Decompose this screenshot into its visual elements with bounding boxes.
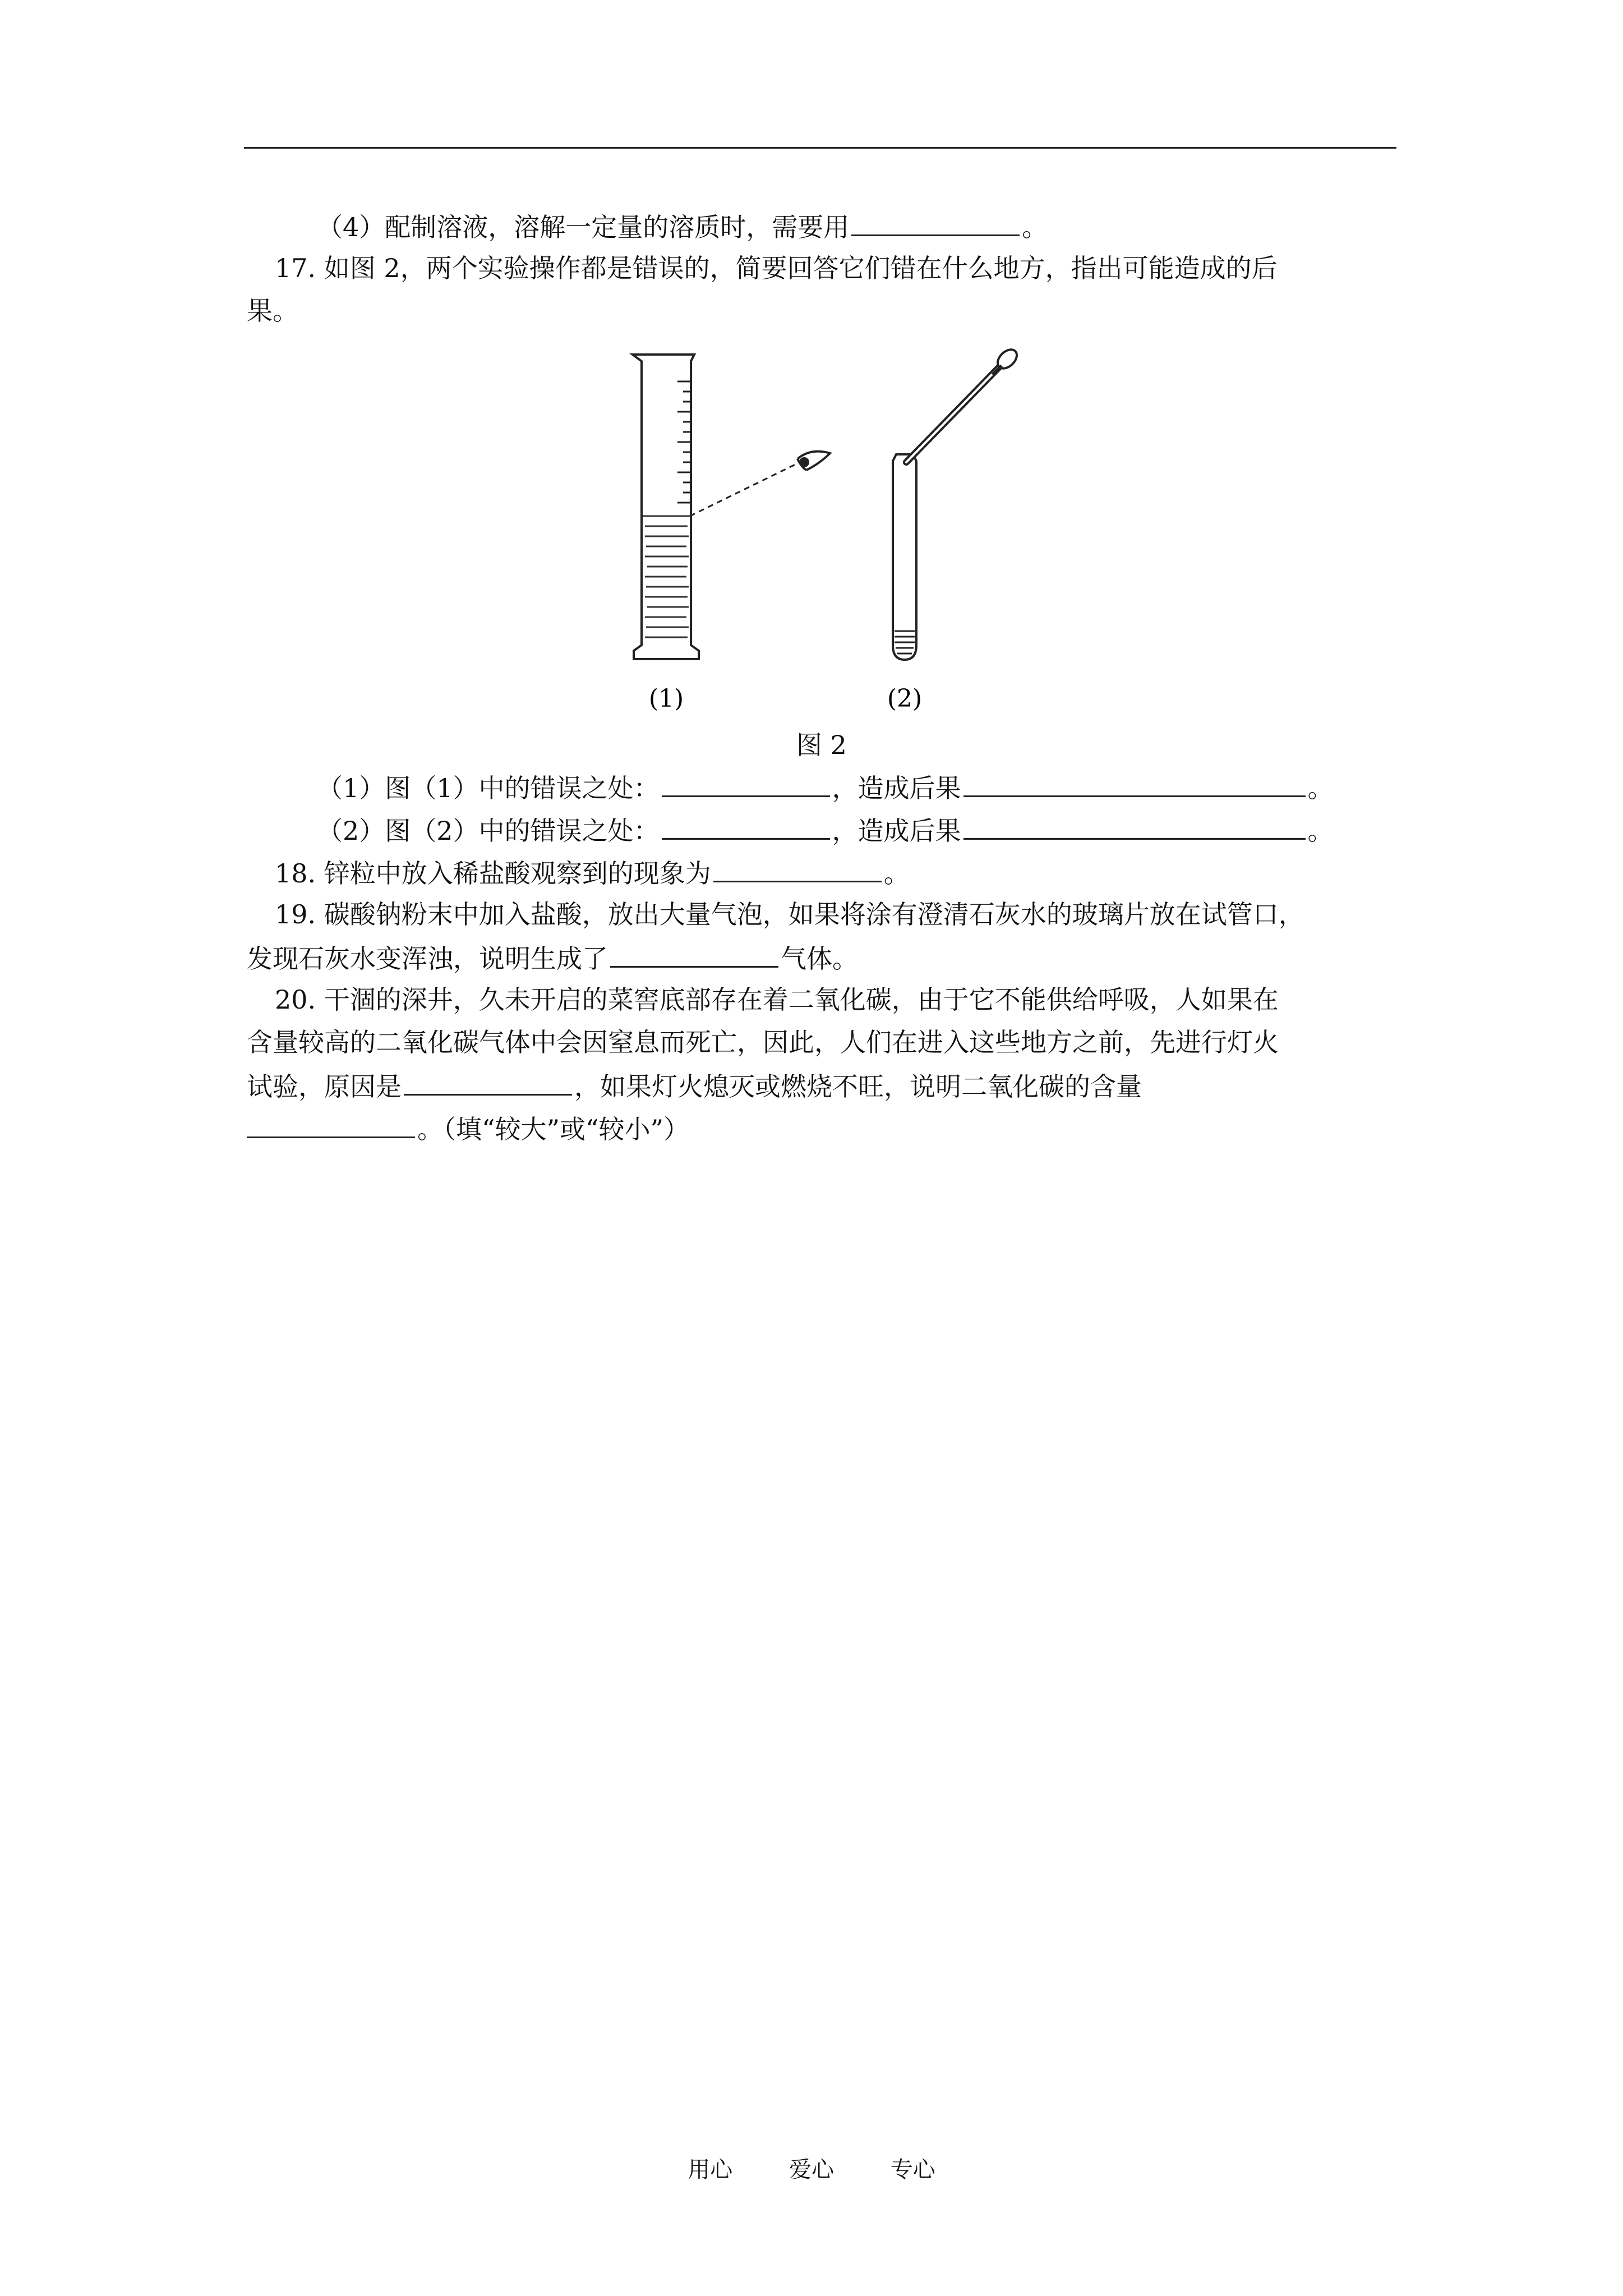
question-16-4: （4）配制溶液，溶解一定量的溶质时，需要用 。 [317,209,1048,244]
footer-item: 专心 [890,2157,935,2183]
answer-blank[interactable] [662,812,830,840]
answer-blank[interactable] [662,770,830,797]
lab-illustration [617,348,1066,729]
footer-item: 用心 [688,2157,733,2183]
figure-label-2: (2) [887,684,923,713]
dropper-icon [906,348,1020,462]
figure-label-1: (1) [648,684,684,713]
answer-blank[interactable] [963,770,1306,797]
question-18: 18. 锌粒中放入稀盐酸观察到的现象为 。 [275,855,910,890]
test-tube-icon [893,454,916,660]
answer-blank[interactable] [713,855,882,882]
page-footer [0,2152,1623,2184]
question-20-line4: 。（填“较大”或“较小”） [247,1111,689,1146]
answer-blank[interactable] [404,1068,572,1096]
answer-blank[interactable] [963,812,1306,840]
question-20-line3: 试验，原因是 ，如果灯火熄灭或燃烧不旺，说明二氧化碳的含量 [247,1068,1142,1103]
figure-2 [617,348,1066,729]
sight-line [690,464,795,516]
graduated-cylinder-icon [633,355,699,659]
eye-icon [797,452,830,470]
question-19-line2: 发现石灰水变浑浊，说明生成了 气体。 [247,940,858,976]
question-20-line2: 含量较高的二氧化碳气体中会因窒息而死亡，因此，人们在进入这些地方之前，先进行灯火 [247,1027,1279,1057]
header-rule [244,147,1396,149]
answer-blank[interactable] [610,940,778,968]
question-20-line1: 20. 干涸的深井，久未开启的菜窖底部存在着二氧化碳，由于它不能供给呼吸，人如果在 [275,984,1279,1015]
answer-blank[interactable] [851,209,1020,236]
question-17-1: （1）图（1）中的错误之处： ，造成后果 。 [317,770,1334,805]
question-17-line2: 果。 [247,296,298,326]
footer-item: 爱心 [789,2157,834,2183]
question-19-line1: 19. 碳酸钠粉末中加入盐酸，放出大量气泡，如果将涂有澄清石灰水的玻璃片放在试管口， [275,899,1304,930]
figure-caption: 图 2 [796,730,847,760]
answer-blank[interactable] [247,1111,415,1138]
question-17-line1: 17. 如图 2，两个实验操作都是错误的，简要回答它们错在什么地方，指出可能造成的后 [275,253,1278,283]
question-17-2: （2）图（2）中的错误之处： ，造成后果 。 [317,812,1334,848]
